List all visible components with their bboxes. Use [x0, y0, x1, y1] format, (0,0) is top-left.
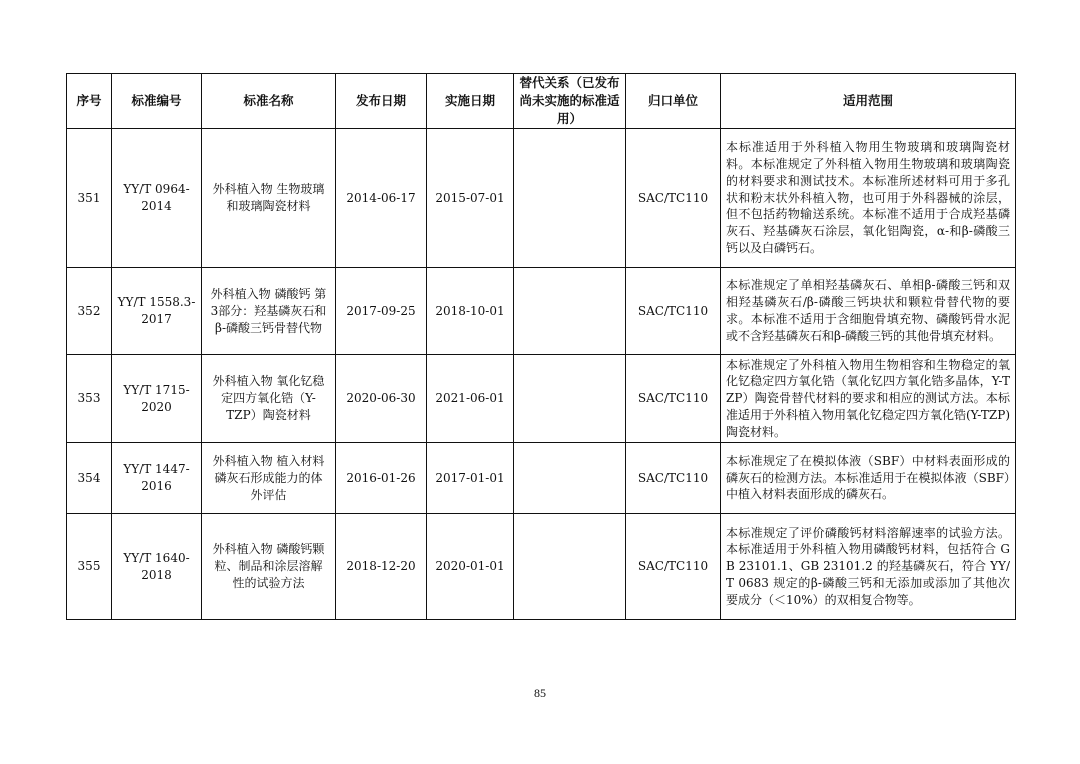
cell-name: 外科植入物 磷酸钙颗粒、制品和涂层溶解性的试验方法	[202, 514, 336, 620]
cell-scope: 本标准规定了外科植入物用生物相容和生物稳定的氧化钇稳定四方氧化锆（氧化钇四方氧化锆多晶体，Y-TZP）陶瓷骨替代材料的要求和相应的测试方法。本标准适用于外科植入物用氧化钇稳定四方氧化锆(Y-TZP)陶瓷材料。	[721, 355, 1016, 443]
header-replace: 替代关系（已发布尚未实施的标准适用）	[514, 74, 626, 129]
cell-replace	[514, 268, 626, 355]
page-number: 85	[534, 686, 546, 700]
cell-name: 外科植入物 磷酸钙 第3部分：羟基磷灰石和β-磷酸三钙骨替代物	[202, 268, 336, 355]
header-impl-date: 实施日期	[427, 74, 514, 129]
cell-unit: SAC/TC110	[626, 514, 721, 620]
cell-issue-date: 2017-09-25	[336, 268, 427, 355]
cell-scope: 本标准适用于外科植入物用生物玻璃和玻璃陶瓷材料。本标准规定了外科植入物用生物玻璃和玻璃陶瓷的材料要求和测试技术。本标准所述材料可用于多孔状和粉末状外科植入物，也可用于外科器械的涂层，但不包括药物输送系统。本标准不适用于合成羟基磷灰石、羟基磷灰石涂层，氧化铝陶瓷，α-和β-磷酸三钙以及白磷钙石。	[721, 129, 1016, 268]
cell-replace	[514, 514, 626, 620]
cell-no: 355	[67, 514, 112, 620]
header-code: 标准编号	[112, 74, 202, 129]
cell-replace	[514, 443, 626, 514]
cell-unit: SAC/TC110	[626, 443, 721, 514]
header-scope: 适用范围	[721, 74, 1016, 129]
table-row	[67, 268, 1016, 355]
table-row	[67, 514, 1016, 620]
header-issue-date: 发布日期	[336, 74, 427, 129]
cell-issue-date: 2016-01-26	[336, 443, 427, 514]
cell-unit: SAC/TC110	[626, 355, 721, 443]
cell-code: YY/T 1447-2016	[112, 443, 202, 514]
cell-name: 外科植入物 生物玻璃和玻璃陶瓷材料	[202, 129, 336, 268]
cell-code: YY/T 1640-2018	[112, 514, 202, 620]
cell-unit: SAC/TC110	[626, 129, 721, 268]
cell-replace	[514, 129, 626, 268]
cell-issue-date: 2014-06-17	[336, 129, 427, 268]
cell-replace	[514, 355, 626, 443]
header-unit: 归口单位	[626, 74, 721, 129]
cell-name: 外科植入物 植入材料磷灰石形成能力的体外评估	[202, 443, 336, 514]
cell-scope: 本标准规定了单相羟基磷灰石、单相β-磷酸三钙和双相羟基磷灰石/β-磷酸三钙块状和颗粒骨替代物的要求。本标准不适用于含细胞骨填充物、磷酸钙骨水泥或不含羟基磷灰石和β-磷酸三钙的其他骨填充材料。	[721, 268, 1016, 355]
cell-no: 354	[67, 443, 112, 514]
cell-scope: 本标准规定了在模拟体液（SBF）中材料表面形成的磷灰石的检测方法。本标准适用于在模拟体液（SBF）中植入材料表面形成的磷灰石。	[721, 443, 1016, 514]
cell-code: YY/T 0964-2014	[112, 129, 202, 268]
table-row	[67, 355, 1016, 443]
cell-scope: 本标准规定了评价磷酸钙材料溶解速率的试验方法。本标准适用于外科植入物用磷酸钙材料，包括符合 GB 23101.1、GB 23101.2 的羟基磷灰石，符合 YY/T 0683 规定的β-磷酸三钙和无添加或添加了其他次要成分（＜10%）的双相复合物等。	[721, 514, 1016, 620]
table-row	[67, 443, 1016, 514]
cell-impl-date: 2021-06-01	[427, 355, 514, 443]
cell-no: 351	[67, 129, 112, 268]
cell-code: YY/T 1558.3-2017	[112, 268, 202, 355]
cell-impl-date: 2017-01-01	[427, 443, 514, 514]
cell-issue-date: 2018-12-20	[336, 514, 427, 620]
standards-table	[66, 73, 1016, 620]
cell-impl-date: 2018-10-01	[427, 268, 514, 355]
cell-issue-date: 2020-06-30	[336, 355, 427, 443]
header-name: 标准名称	[202, 74, 336, 129]
cell-name: 外科植入物 氧化钇稳定四方氧化锆（Y-TZP）陶瓷材料	[202, 355, 336, 443]
cell-code: YY/T 1715-2020	[112, 355, 202, 443]
cell-impl-date: 2020-01-01	[427, 514, 514, 620]
header-row	[67, 74, 1016, 129]
cell-no: 353	[67, 355, 112, 443]
header-no: 序号	[67, 74, 112, 129]
cell-impl-date: 2015-07-01	[427, 129, 514, 268]
cell-unit: SAC/TC110	[626, 268, 721, 355]
table-row	[67, 129, 1016, 268]
cell-no: 352	[67, 268, 112, 355]
